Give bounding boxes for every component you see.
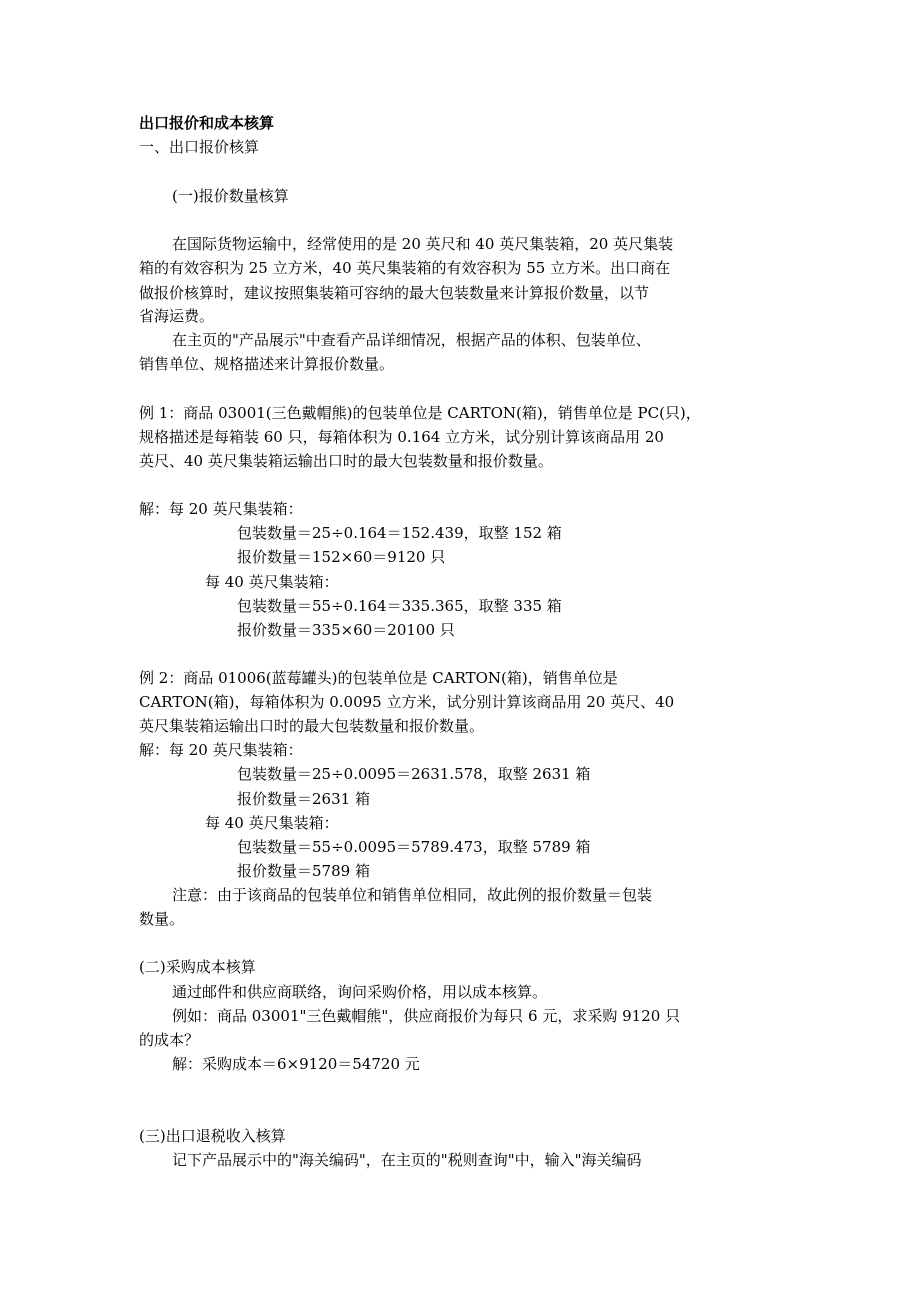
calculation-line: 报价数量＝335×60＝20100 只 — [237, 621, 455, 639]
solution-heading: 每 40 英尺集装箱： — [205, 573, 339, 591]
example-line: CARTON(箱)，每箱体积为 0.0095 立方米，试分别计算该商品用 20 英尺、40 — [139, 693, 675, 711]
paragraph-line: 销售单位、规格描述来计算报价数量。 — [139, 355, 395, 373]
paragraph-line: 例如：商品 03001"三色戴帽熊"，供应商报价为每只 6 元，求采购 9120 只 — [172, 1007, 681, 1025]
note-line: 注意：由于该商品的包装单位和销售单位相同，故此例的报价数量＝包装 — [172, 886, 653, 904]
example-line: 例 2：商品 01006(蓝莓罐头)的包装单位是 CARTON(箱)，销售单位是 — [139, 669, 618, 687]
example-line: 例 1：商品 03001(三色戴帽熊)的包装单位是 CARTON(箱)，销售单位是 PC(只)， — [139, 404, 701, 422]
paragraph-line: 在国际货物运输中，经常使用的是 20 英尺和 40 英尺集装箱，20 英尺集装 — [172, 235, 674, 253]
paragraph-line: 在主页的"产品展示"中查看产品详细情况，根据产品的体积、包装单位、 — [172, 331, 651, 349]
solution-heading: 每 40 英尺集装箱： — [205, 814, 339, 832]
subsection-heading: (三)出口退税收入核算 — [139, 1127, 286, 1145]
paragraph-line: 记下产品展示中的"海关编码"，在主页的"税则查询"中，输入"海关编码 — [172, 1151, 642, 1169]
paragraph-line: 通过邮件和供应商联络，询问采购价格，用以成本核算。 — [172, 983, 548, 1001]
paragraph-line: 的成本？ — [139, 1031, 200, 1049]
solution-heading: 解：每 20 英尺集装箱： — [139, 741, 303, 759]
calculation-line: 包装数量＝25÷0.164＝152.439，取整 152 箱 — [237, 524, 562, 542]
calculation-line: 包装数量＝25÷0.0095＝2631.578，取整 2631 箱 — [237, 765, 591, 783]
example-line: 规格描述是每箱装 60 只，每箱体积为 0.164 立方米，试分别计算该商品用 20 — [139, 428, 664, 446]
subsection-heading: (一)报价数量核算 — [172, 187, 289, 205]
paragraph-line: 箱的有效容积为 25 立方米，40 英尺集装箱的有效容积为 55 立方米。出口商在 — [139, 259, 671, 277]
note-line: 数量。 — [139, 910, 185, 928]
section-heading: 一、出口报价核算 — [139, 138, 260, 156]
calculation-line: 报价数量＝5789 箱 — [237, 862, 370, 880]
calculation-line: 报价数量＝2631 箱 — [237, 790, 370, 808]
doc-title: 出口报价和成本核算 — [139, 114, 275, 132]
paragraph-line: 做报价核算时，建议按照集装箱可容纳的最大包装数量来计算报价数量，以节 — [139, 284, 650, 302]
example-line: 英尺集装箱运输出口时的最大包装数量和报价数量。 — [139, 717, 485, 735]
paragraph-line: 省海运费。 — [139, 307, 215, 325]
calculation-line: 包装数量＝55÷0.0095＝5789.473，取整 5789 箱 — [237, 838, 591, 856]
calculation-line: 包装数量＝55÷0.164＝335.365，取整 335 箱 — [237, 597, 562, 615]
calculation-line: 报价数量＝152×60＝9120 只 — [237, 548, 446, 566]
example-line: 英尺、40 英尺集装箱运输出口时的最大包装数量和报价数量。 — [139, 452, 553, 470]
solution-heading: 解：每 20 英尺集装箱： — [139, 500, 303, 518]
calculation-line: 解：采购成本＝6×9120＝54720 元 — [172, 1055, 420, 1073]
subsection-heading: (二)采购成本核算 — [139, 958, 256, 976]
